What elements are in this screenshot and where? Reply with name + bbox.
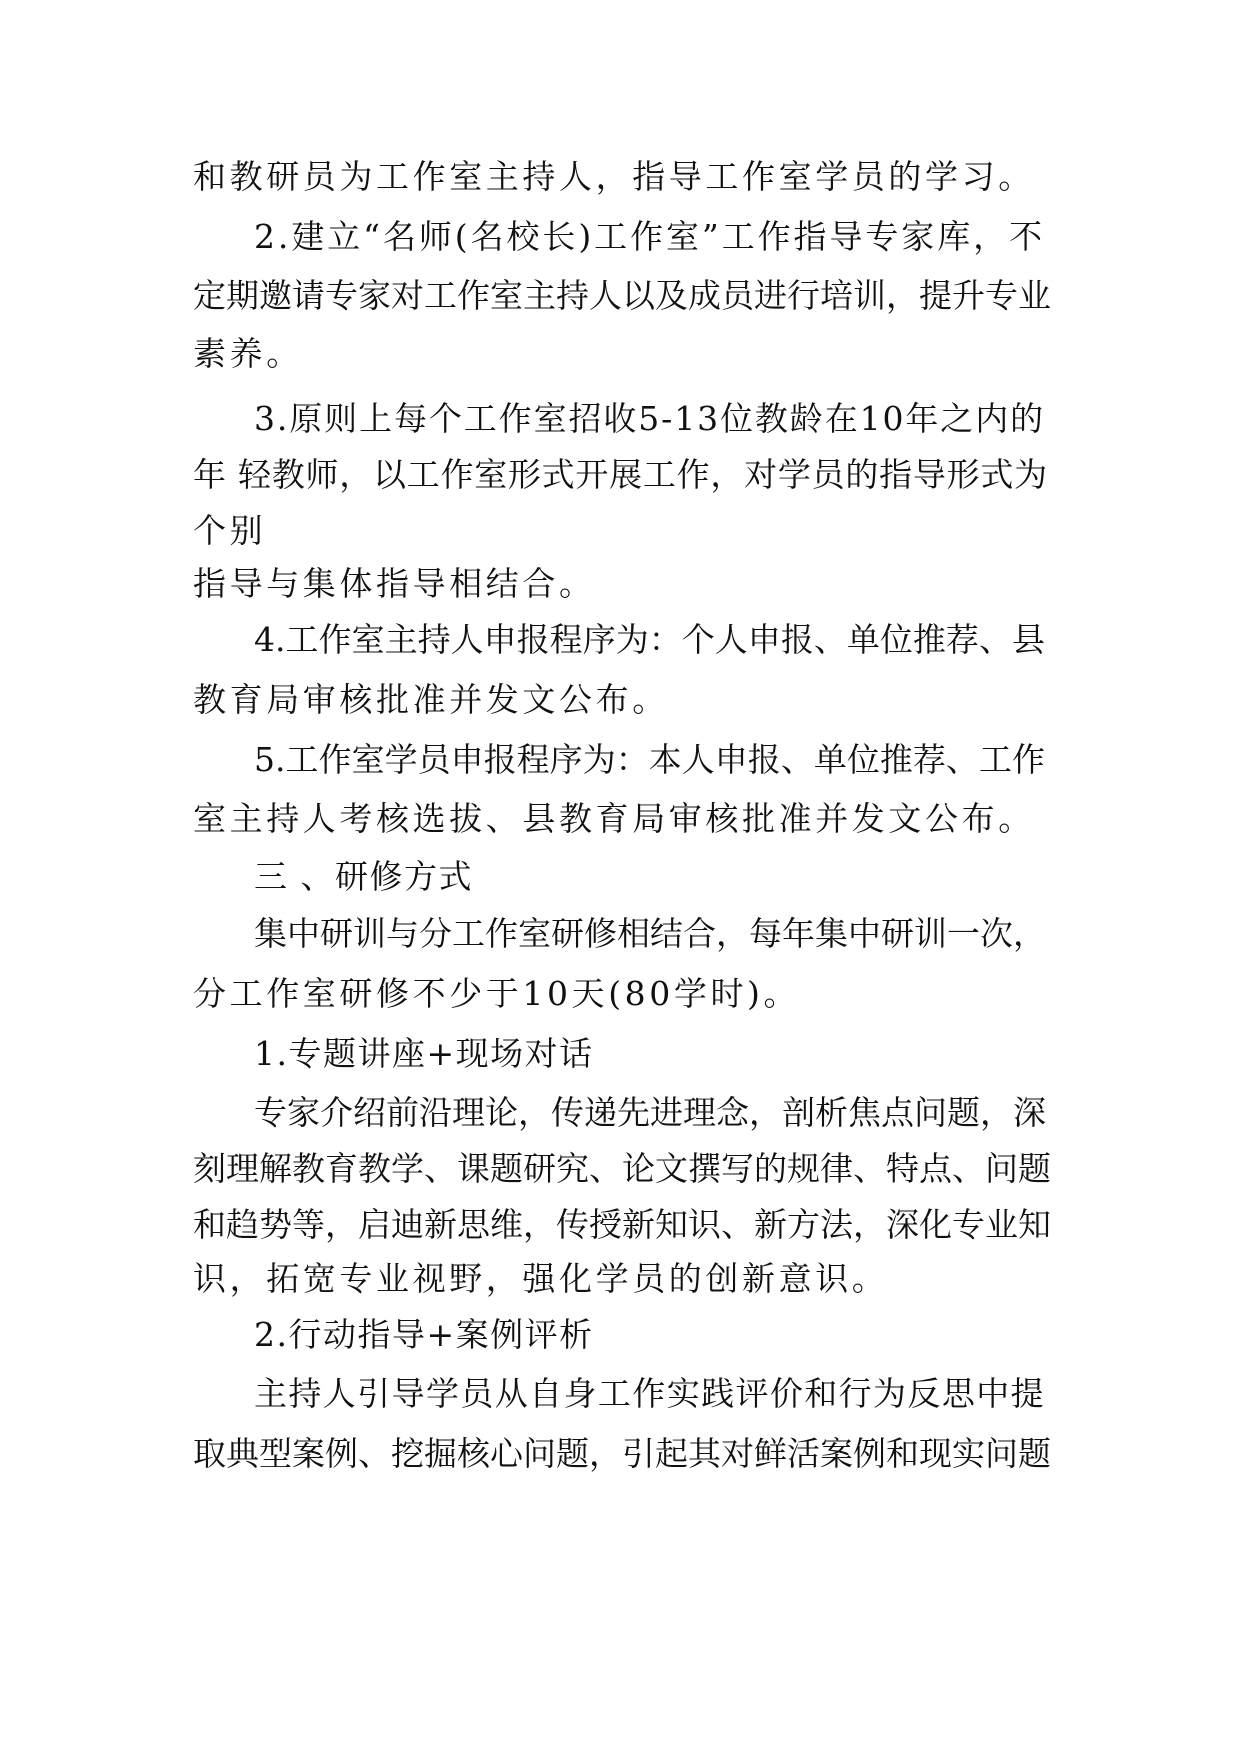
text-line: 和教研员为工作室主持人，指导工作室学员的学习。 (193, 157, 1035, 196)
text-line: 年 轻教师，以工作室形式开展工作，对学员的指导形式为 (193, 455, 1048, 494)
text-line: 素养。 (193, 334, 303, 373)
text-line: 教育局审核批准并发文公布。 (193, 680, 669, 719)
text-line: 主持人引导学员从自身工作实践评价和行为反思中提 (254, 1374, 1045, 1413)
text-line: 4.工作室主持人申报程序为：个人申报、单位推荐、县 (254, 620, 1045, 659)
text-line: 2.建立“名师(名校长)工作室”工作指导专家库，不 (254, 217, 1045, 256)
text-line: 集中研训与分工作室研修相结合，每年集中研训一次， (254, 914, 1046, 953)
text-line: 3.原则上每个工作室招收5-13位教龄在10年之内的 (254, 399, 1045, 438)
text-line: 室主持人考核选拔、县教育局审核批准并发文公布。 (193, 799, 1035, 838)
section-heading: 三 、研修方式 (254, 857, 473, 896)
text-line: 识，拓宽专业视野，强化学员的创新意识。 (193, 1259, 889, 1298)
text-line: 取典型案例、挖掘核心问题，引起其对鲜活案例和现实问题 (193, 1434, 1051, 1473)
text-line: 个别 (193, 511, 267, 550)
text-line: 和趋势等，启迪新思维，传授新知识、新方法，深化专业知 (193, 1205, 1051, 1244)
text-line: 分工作室研修不少于10天(80学时)。 (193, 974, 801, 1013)
text-line: 刻理解教育教学、课题研究、论文撰写的规律、特点、问题 (193, 1149, 1051, 1188)
text-line: 专家介绍前沿理论，传递先进理念，剖析焦点问题，深 (254, 1093, 1046, 1132)
text-line: 5.工作室学员申报程序为：本人申报、单位推荐、工作 (254, 740, 1045, 779)
subsection-heading: 1.专题讲座+现场对话 (254, 1034, 594, 1073)
text-line: 定期邀请专家对工作室主持人以及成员进行培训，提升专业 (193, 276, 1051, 315)
text-line: 指导与集体指导相结合。 (193, 564, 596, 603)
subsection-heading: 2.行动指导+案例评析 (254, 1315, 594, 1354)
